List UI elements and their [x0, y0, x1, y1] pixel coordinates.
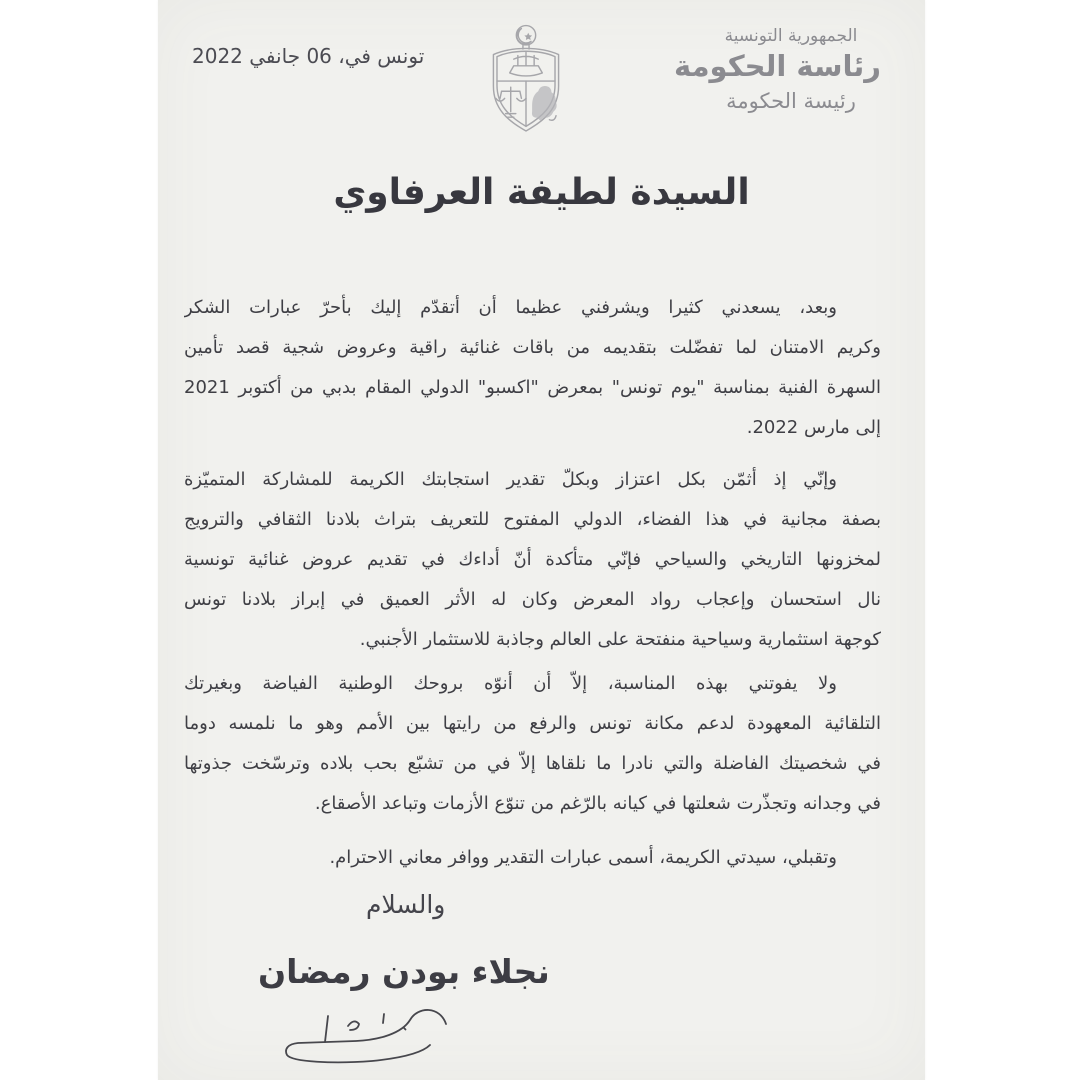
- letterhead-presidency: رئاسة الحكومة: [674, 49, 881, 83]
- tunisia-coat-of-arms-icon: [482, 22, 570, 134]
- closing-line: وتقبلي، سيدتي الكريمة، أسمى عبارات التقدير ووافر معاني الاحترام.: [329, 847, 837, 868]
- handwritten-signature-icon: [264, 1000, 464, 1072]
- letter-line: التلقائية المعهودة لدعم مكانة تونس والرفع من رايتها بين الأمم وهو ما نلمسه دوما: [184, 713, 881, 734]
- letter-line: في وجدانه وتجذّرت شعلتها في كيانه بالرّغم من تنوّع الأزمات وتباعد الأصقاع.: [314, 793, 881, 814]
- recipient-title: السيدة لطيفة العرفاوي: [333, 172, 750, 213]
- paragraph-3: [184, 664, 881, 824]
- letter-body: [184, 288, 881, 878]
- letter-line: وكريم الامتنان لما تفضّلت بتقديمه من باقات غنائية راقية وعروض شجية قصد تأمين: [184, 337, 881, 358]
- letter-line: السهرة الفنية بمناسبة "يوم تونس" بمعرض "اكسبو" الدولي المقام بدبي من أكتوبر 2021: [184, 377, 881, 398]
- signer-name: نجلاء بودن رمضان: [258, 952, 550, 991]
- letterhead: [674, 26, 881, 113]
- letter-line: لمخزونها التاريخي والسياحي فإنّي متأكدة أنّ أداءك في تقديم عروض غنائية تونسية: [184, 549, 881, 570]
- letterhead-republic: الجمهورية التونسية: [724, 26, 858, 46]
- letter-line: إلى مارس 2022.: [746, 417, 881, 438]
- paragraph-1: [184, 288, 881, 448]
- letter-date: تونس في، 06 جانفي 2022: [192, 44, 425, 68]
- letter-line: في شخصيتك الفاضلة والتي نادرا ما نلقاها إلاّ في من تشبّع بحب بلاده وترسّخت جذوتها: [184, 753, 881, 774]
- letter-line: كوجهة استثمارية وسياحية منفتحة على العالم وجاذبة للاستثمار الأجنبي.: [359, 629, 881, 650]
- farewell-word: والسلام: [366, 890, 446, 919]
- closing-paragraph: [184, 838, 881, 878]
- letter-line: نال استحسان وإعجاب رواد المعرض وكان له الأثر العميق في إبراز بلادنا تونس: [184, 589, 881, 610]
- paragraph-2: [184, 460, 881, 660]
- letter-line: بصفة مجانية في هذا الفضاء، الدولي المفتوح للتعريف بتراث بلادنا الثقافي والترويج: [184, 509, 881, 530]
- letter-paper: [158, 0, 925, 1080]
- letterhead-head-of-government: رئيسة الحكومة: [726, 89, 856, 113]
- letter-line: ولا يفوتني بهذه المناسبة، إلاّ أن أنوّه بروحك الوطنية الفياضة وبغيرتك: [184, 673, 837, 694]
- letter-line: وبعد، يسعدني كثيرا ويشرفني عظيما أن أتقدّم إليك بأحرّ عبارات الشكر: [184, 297, 837, 318]
- letter-line: وإنّي إذ أثمّن بكل اعتزاز وبكلّ تقدير استجابتك الكريمة للمشاركة المتميّزة: [184, 469, 837, 490]
